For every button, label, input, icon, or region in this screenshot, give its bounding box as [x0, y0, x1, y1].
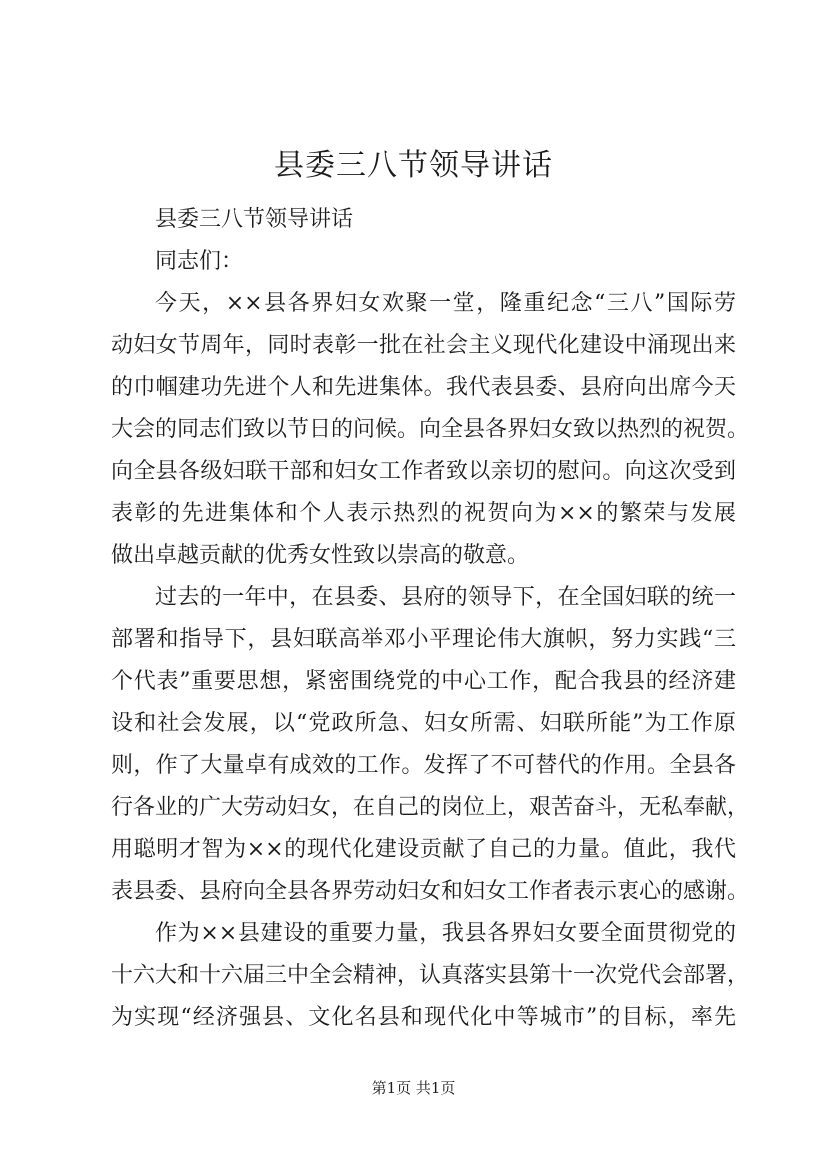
document-title: 县委三八节领导讲话: [274, 148, 553, 183]
paragraph3-line: 十六大和十六届三中全会精神，认真落实县第十一次党代会部署，: [111, 963, 750, 988]
paragraph2-line: 部署和指导下，县妇联高举邓小平理论伟大旗帜，努力实践“三: [111, 627, 736, 652]
paragraph1-line: 今天，××县各界妇女欢聚一堂，隆重纪念“三八”国际劳: [155, 291, 736, 316]
paragraph2-line: 过去的一年中，在县委、县府的领导下，在全国妇联的统一: [155, 585, 736, 610]
paragraph1-line: 大会的同志们致以节日的问候。向全县各界妇女致以热烈的祝贺。: [111, 417, 750, 442]
paragraph1-line: 动妇女节周年，同时表彰一批在社会主义现代化建设中涌现出来: [111, 333, 736, 358]
paragraph2-line: 表县委、县府向全县各界劳动妇女和妇女工作者表示衷心的感谢。: [111, 879, 750, 904]
subtitle-line: 县委三八节领导讲话: [155, 207, 354, 232]
document-body: [111, 199, 750, 1039]
salutation-line: 同志们：: [155, 249, 244, 274]
paragraph2-line: 设和社会发展，以“党政所急、妇女所需、妇联所能”为工作原: [111, 711, 736, 736]
paragraph2-line: 行各业的广大劳动妇女，在自己的岗位上，艰苦奋斗，无私奉献，: [111, 795, 750, 820]
paragraph3-line: 作为××县建设的重要力量，我县各界妇女要全面贯彻党的: [155, 921, 736, 946]
paragraph1-line: 的巾帼建功先进个人和先进集体。我代表县委、县府向出席今天: [111, 375, 736, 400]
page-footer: 第1页 共1页: [371, 1079, 456, 1097]
paragraph1-line: 表彰的先进集体和个人表示热烈的祝贺向为××的繁荣与发展: [111, 501, 736, 526]
paragraph2-line: 个代表”重要思想，紧密围绕党的中心工作，配合我县的经济建: [111, 669, 736, 694]
paragraph3-line: 为实现“经济强县、文化名县和现代化中等城市”的目标，率先: [111, 1005, 736, 1030]
paragraph2-line: 则，作了大量卓有成效的工作。发挥了不可替代的作用。全县各: [111, 753, 736, 778]
paragraph1-line: 做出卓越贡献的优秀女性致以崇高的敬意。: [111, 543, 530, 568]
paragraph1-line: 向全县各级妇联干部和妇女工作者致以亲切的慰问。向这次受到: [111, 459, 736, 484]
paragraph2-line: 用聪明才智为××的现代化建设贡献了自己的力量。值此，我代: [111, 837, 736, 862]
